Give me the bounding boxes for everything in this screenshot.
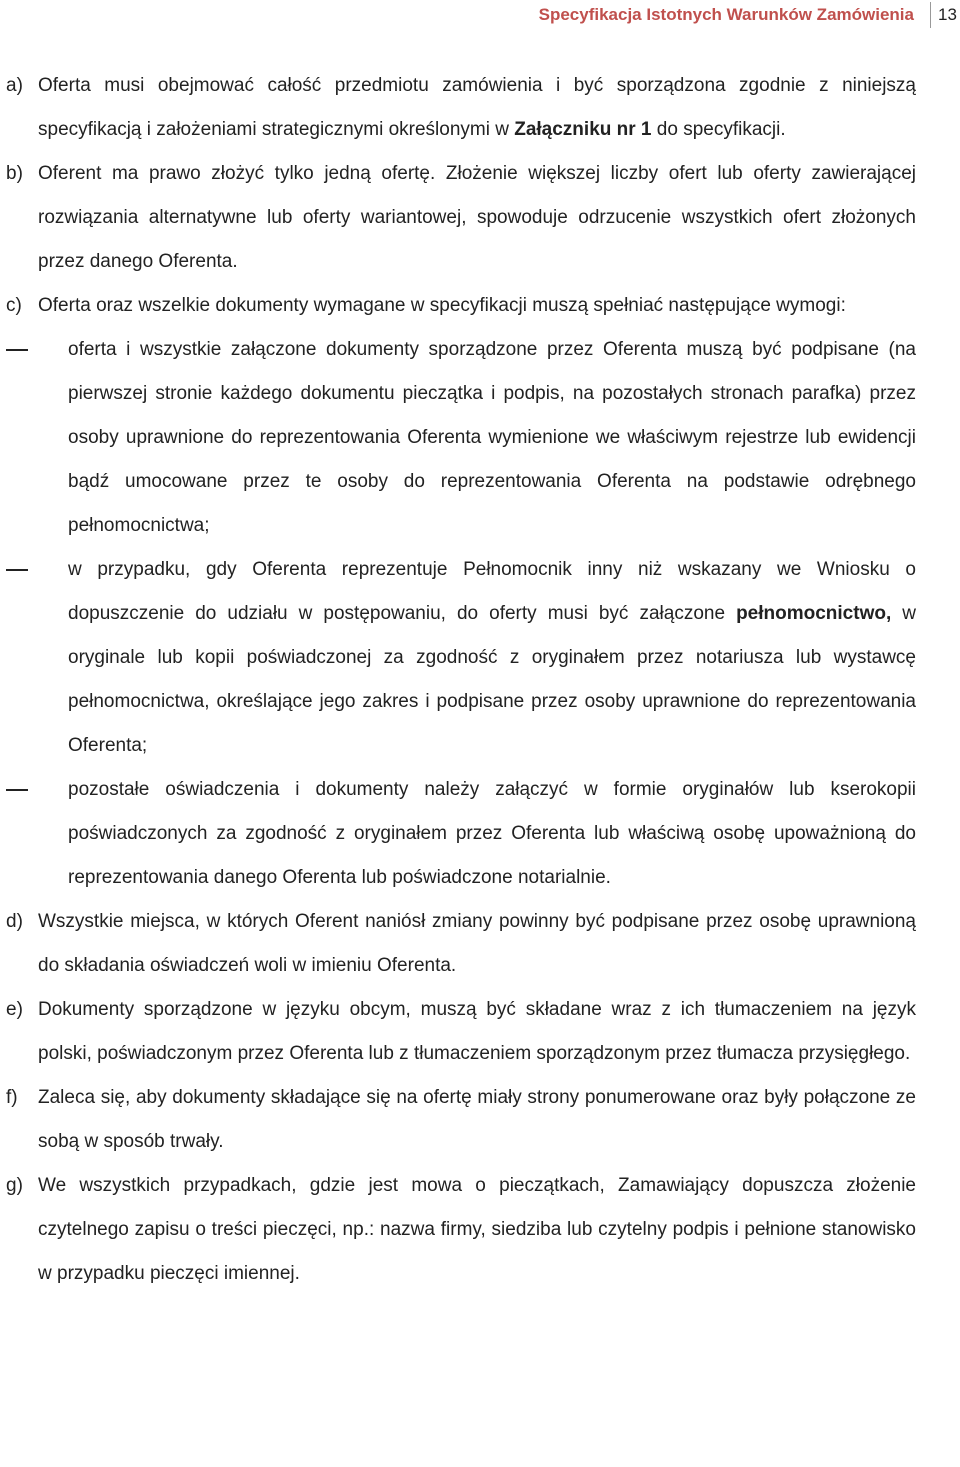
list-marker: a) [6,75,23,96]
page-header [0,0,960,32]
dash-bullet [6,789,28,791]
dash-bullet [6,569,28,571]
paragraph: Wszystkie miejsca, w których Oferent naniósł zmiany powinny być podpisane przez osobę uprawnioną do składania oświadczeń woli w imieniu Oferenta. [38,911,916,976]
bold-reference: Załączniku nr 1 [514,119,652,140]
paragraph-text: do specyfikacji. [651,119,786,140]
paragraph [38,64,916,152]
sub-item-1 [38,328,916,548]
list-marker: b) [6,163,23,184]
paragraph: Oferta oraz wszelkie dokumenty wymagane w specyfikacji muszą spełniać następujące wymogi: [38,295,846,316]
paragraph: Oferent ma prawo złożyć tylko jedną ofertę. Złożenie większej liczby ofert lub oferty zawierającej rozwiązania alternatywne lub oferty wariantowej, spowoduje odrzucenie wszystkich ofert złożonych przez danego Oferenta. [38,163,916,272]
list-item-f [0,1076,960,1164]
document-title: Specyfikacja Istotnych Warunków Zamówienia [538,5,914,24]
paragraph: Dokumenty sporządzone w języku obcym, muszą być składane wraz z ich tłumaczeniem na język polski, poświadczonym przez Oferenta lub z tłumaczeniem sporządzonym przez tłumacza przysięgłego. [38,999,916,1064]
paragraph: Zaleca się, aby dokumenty składające się na ofertę miały strony ponumerowane oraz były połączone ze sobą w sposób trwały. [38,1087,916,1152]
sub-paragraph: oferta i wszystkie załączone dokumenty sporządzone przez Oferenta muszą być podpisane (na pierwszej stronie każdego dokumentu pieczątka i podpis, na pozostałych stronach parafka) przez osoby uprawnione do reprezentowania Oferenta wymienione we właściwym rejestrze lub ewidencji bądź umocowane przez te osoby do reprezentowania Oferenta na podstawie odrębnego pełnomocnictwa; [68,339,916,536]
list-marker: f) [6,1087,18,1108]
sub-item-2 [38,548,916,768]
bold-term: pełnomocnictwo, [736,603,892,624]
list-item-d [0,900,960,988]
list-marker: g) [6,1175,23,1196]
sub-paragraph [68,548,916,768]
list-item-b [0,152,960,284]
paragraph-text: w oryginale lub kopii poświadczonej za zgodność z oryginałem przez notariusza lub wystawcę pełnomocnictwa, określające jego zakres i podpisane przez osoby uprawnione do reprezentowania Oferenta; [68,603,917,756]
page-number: 13 [938,5,957,24]
list-marker: c) [6,295,22,316]
paragraph-text: Oferta musi obejmować całość przedmiotu zamówienia i być sporządzona zgodnie z niniejszą specyfikacją i założeniami strategicznymi określonymi w [38,75,916,140]
header-divider [930,2,931,28]
list-marker: d) [6,911,23,932]
paragraph: We wszystkich przypadkach, gdzie jest mowa o pieczątkach, Zamawiający dopuszcza złożenie czytelnego zapisu o treści pieczęci, np.: nazwa firmy, siedziba lub czytelny podpis i pełnione stanowisko w przypadku pieczęci imiennej. [38,1175,916,1284]
list-item-e [0,988,960,1076]
paragraph-text: w przypadku, gdy Oferenta reprezentuje Pełnomocnik inny niż wskazany we Wniosku o dopuszczenie do udziału w postępowaniu, do oferty musi być załączone [68,559,916,624]
list-item-c [0,284,960,900]
list-item-g [0,1164,960,1296]
dash-bullet [6,349,28,351]
sub-item-3 [38,768,916,900]
document-body [0,64,960,1296]
list-marker: e) [6,999,23,1020]
sub-paragraph: pozostałe oświadczenia i dokumenty należy załączyć w formie oryginałów lub kserokopii poświadczonych za zgodność z oryginałem przez Oferenta lub właściwą osobę upoważnioną do reprezentowania danego Oferenta lub poświadczone notarialnie. [68,779,916,888]
list-item-a [0,64,960,152]
